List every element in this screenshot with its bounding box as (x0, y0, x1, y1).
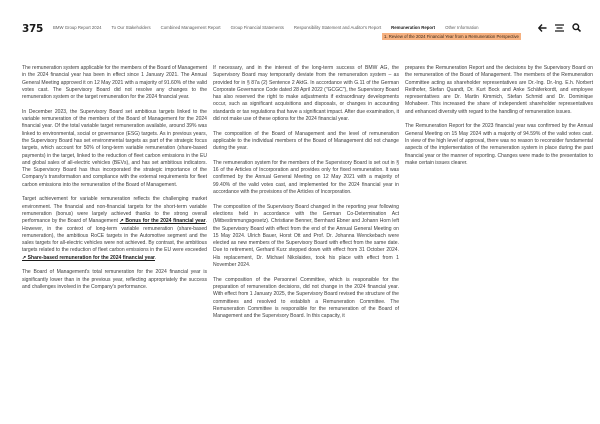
top-navigation (53, 25, 489, 30)
paragraph: The composition of the Board of Management and the level of remuneration applicable to the individual members of the Board of Management did not change during the year. (213, 130, 399, 152)
paragraph: The Board of Management's total remuneration for the 2024 financial year is significantly lower than in the previous year, reflecting appropriately the success and challenges involved in the Company's performance. (22, 269, 207, 290)
paragraph: The Remuneration Report for the 2023 financial year was confirmed by the Annual General Meeting on 15 May 2024 with a majority of 94.59% of the valid votes cast. In view of the high level of approval, there was no reason to reconsider fundamental aspects of the implementation of the remuneration system in place during the past financial year or the manner of reporting. Changes were made to the presentation to make certain issues clearer. (405, 123, 593, 166)
page-number: 375 (22, 23, 44, 35)
paragraph: If necessary, and in the interest of the long-term success of BMW AG, the Supervisory Board may temporarily deviate from the remuneration system – as provided for in § 87a (2) Sentence 2 AktG. In accordance with G.11 of the German Corporate Governance Code dated 28 April 2022 ("GCGC"), the Supervisory Board has also reserved the right to make adjustments if extraordinary developments occur, such as significant acquisitions and disposals, or changes in accounting standards or tax regulations that have a significant impact. After due examination, it did not make use of these options for the 2024 financial year. (213, 65, 399, 123)
paragraph: prepares the Remuneration Report and the decisions by the Supervisory Board on the remuneration of the Board of Management. The members of the Remuneration Committee acting as shareholder representatives are Dr.-Ing. Dr.-Ing. E.h. Norbert Reithofer, Stefan Quandt, Dr. Kurt Bock and Anke Schäferkordt, and employee representatives are Dr. Martin Kimmich, Stefan Schmid and Dr. Dominique Mohabeer. This increased the share of independent shareholder representatives and enhanced diversity with regard to the handling of remuneration issues. (405, 65, 593, 115)
paragraph-text: . (154, 254, 157, 261)
paragraph: The composition of the Supervisory Board changed in the reporting year following elections held in accordance with the German Co-Determination Act (Mitbestimmungsgesetz). Christiane Benner, Bernhard Ebner and Johann Horn left the Supervisory Board with effect from the end of the Annual General Meeting on 15 May 2024. Ulrich Bauer, Horst Ott and Prof. Dr. Johanna Wenckebach were elected as new members of the Supervisory Board with effect from the same date. Due to retirement, Gerhard Kurz stepped down with effect from 31 October 2024. His replacement, Dr. Michael Nikolaides, took his place with effect from 1 November 2024. (213, 203, 399, 269)
menu-icon[interactable] (555, 24, 564, 32)
paragraph: In December 2023, the Supervisory Board set ambitious targets linked to the variable remuneration of the members of the Board of Management for the 2024 financial year. Of the total variable target remuneration available, around 39% was linked to environmental, social or governance (ESG) targets. As in previous years, the Supervisory Board has set environmental targets as part of the strategic focus targets, which account for 50% of long-term variable remuneration (share-based payments) in the target, linked to the reduction of fleet carbon emissions in the EU and global sales of all-electric vehicles (BEVs), and has set ambitious indicators. The Supervisory Board has thus incorporated the strategic importance of the Company's transformation and compliance with the external requirements for fleet carbon emissions into the remuneration of the Board of Management. (22, 108, 207, 188)
nav-combined-management-report[interactable]: Combined Management Report (160, 25, 221, 30)
nav-responsibility-statement[interactable]: Responsibility Statement and Auditor's Report (293, 25, 382, 30)
nav-bmw-group-report[interactable]: BMW Group Report 2024 (53, 25, 102, 30)
page-header (0, 0, 600, 50)
right-column (405, 65, 593, 174)
middle-column (213, 65, 399, 328)
share-based-remuneration-link[interactable]: ↗ Share-based remuneration for the 2024 financial year (22, 254, 155, 261)
search-icon[interactable] (572, 23, 581, 32)
nav-other-information[interactable]: Other Information (445, 25, 479, 30)
back-arrow-icon[interactable] (538, 24, 547, 32)
section-breadcrumb[interactable]: 1. Review of the 2024 Financial Year from a Remuneration Perspective (384, 34, 519, 39)
paragraph (22, 196, 207, 262)
nav-to-our-stakeholders[interactable]: To Our Stakeholders (111, 25, 151, 30)
paragraph-text: . However, in the context of long-term variable remuneration (share-based remuneration), the ambitious RoCE targets in the Automotive segment and the sales targets for all-electric vehicles were not achieved. By contrast, the ambitious targets related to the reduction of fleet carbon emissions in the EU were exceeded (22, 218, 207, 254)
paragraph: The composition of the Personnel Committee, which is responsible for the preparation of remuneration decisions, did not change in the 2024 financial year. With effect from 1 January 2025, the Supervisory Board revised the structure of the committees and resolved to establish a Remuneration Committee. The Remuneration Committee is responsible for the remuneration of the Board of Management and the Supervisory Board. In this capacity, it (213, 276, 399, 320)
bonus-link[interactable]: ↗ Bonus for the 2024 financial year (119, 218, 206, 225)
paragraph: The remuneration system applicable for the members of the Board of Management in the 2024 financial year has been in effect since 1 January 2021. The Annual General Meeting approved it on 12 May 2021 with a majority of 91.60% of the valid votes cast. The Supervisory Board did not resolve any changes to the remuneration system or the target remuneration for the 2024 financial year. (22, 65, 207, 101)
nav-group-financial-statements[interactable]: Group Financial Statements (230, 25, 284, 30)
header-icons (538, 23, 581, 32)
paragraph: The remuneration system for the members of the Supervisory Board is set out in § 16 of the Articles of Incorporation and provides only for fixed remuneration. It was confirmed by the Annual General Meeting on 12 May 2021 with a majority of 99.40% of the valid votes cast, and implemented for the 2024 financial year in accordance with the provisions of the Articles of Incorporation. (213, 159, 399, 196)
paragraph-text: Target achievement for variable remuneration reflects the challenging market environment. The financial and non-financial targets for the short-term variable remuneration (bonus) were largely achieved thanks to the strong overall performance by the Board of Management (22, 196, 207, 225)
nav-remuneration-report[interactable]: Remuneration Report (391, 25, 436, 30)
left-column (22, 65, 207, 299)
